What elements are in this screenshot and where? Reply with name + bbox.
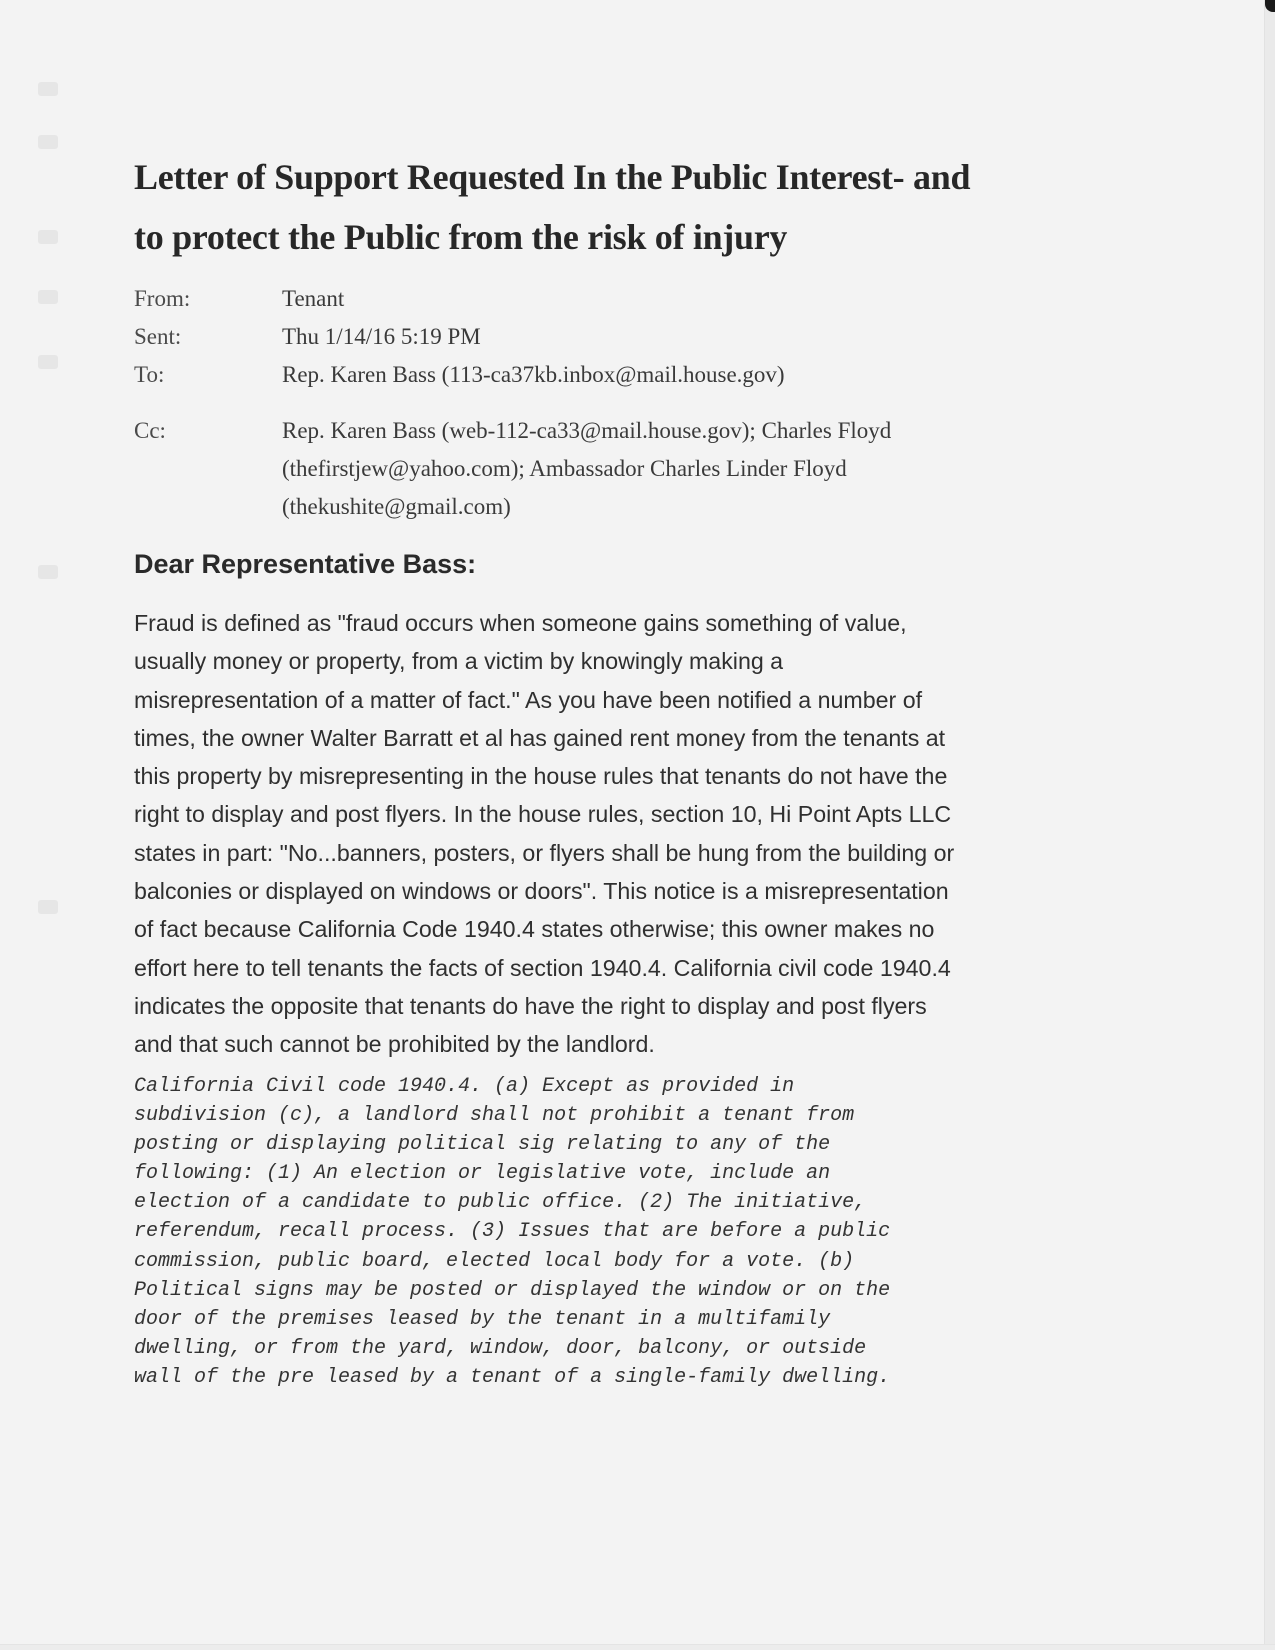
cc-line-2: (thefirstjew@yahoo.com); Ambassador Charles Linder Floyd — [282, 456, 847, 481]
body-line: indicates the opposite that tenants do have the right to display and post flyers — [134, 992, 927, 1019]
bleed-through-mark — [38, 565, 58, 579]
bleed-through-mark — [38, 82, 58, 96]
body-line: effort here to tell tenants the facts of section 1940.4. California civil code 1940.4 — [134, 954, 951, 981]
body-line: of fact because California Code 1940.4 states otherwise; this owner makes no — [134, 916, 935, 943]
title-line-1: Letter of Support Requested In the Public Interest- and — [134, 157, 971, 197]
body-line: this property by misrepresenting in the house rules that tenants do not have the — [134, 763, 948, 790]
letter-body — [134, 604, 1114, 1064]
quote-line: dwelling, or from the yard, window, door, balcony, or outside — [134, 1336, 867, 1360]
to-label: To: — [134, 362, 165, 387]
from-label: From: — [134, 286, 191, 311]
body-line: and that such cannot be prohibited by the landlord. — [134, 1031, 655, 1058]
cc-label: Cc: — [134, 418, 166, 443]
quote-line: wall of the pre leased by a tenant of a single-family dwelling. — [134, 1365, 891, 1389]
quote-line: commission, public board, elected local body for a vote. (b) — [134, 1249, 855, 1273]
from-value: Tenant — [282, 286, 345, 311]
bleed-through-mark — [38, 355, 58, 369]
to-value: Rep. Karen Bass (113-ca37kb.inbox@mail.house.gov) — [282, 362, 785, 387]
cc-line-1: Rep. Karen Bass (web-112-ca33@mail.house.gov); Charles Floyd — [282, 418, 892, 443]
salutation: Dear Representative Bass: — [134, 549, 477, 579]
document-title — [134, 147, 1114, 267]
bleed-through-mark — [38, 230, 58, 244]
body-line: usually money or property, from a victim by knowingly making a — [134, 648, 784, 675]
civil-code-quote — [134, 1072, 1114, 1392]
title-line-2: to protect the Public from the risk of injury — [134, 217, 788, 257]
bleed-through-mark — [38, 290, 58, 304]
body-line: Fraud is defined as "fraud occurs when someone gains something of value, — [134, 610, 907, 636]
quote-line: posting or displaying political sig relating to any of the — [134, 1133, 831, 1157]
cc-line-3: (thekushite@gmail.com) — [282, 494, 511, 519]
quote-line: following: (1) An election or legislative vote, include an — [134, 1162, 831, 1186]
body-line: right to display and post flyers. In the house rules, section 10, Hi Point Apts LLC — [134, 801, 952, 828]
quote-line: election of a candidate to public office. (2) The initiative, — [134, 1191, 867, 1215]
quote-line: Political signs may be posted or displayed the window or on the — [134, 1278, 891, 1302]
cc-value — [282, 412, 1102, 526]
sent-label: Sent: — [134, 324, 182, 349]
quote-line: referendum, recall process. (3) Issues that are before a public — [134, 1220, 891, 1244]
body-line: balconies or displayed on windows or doors". This notice is a misrepresentation — [134, 878, 949, 905]
bleed-through-mark — [38, 135, 58, 149]
body-line: misrepresentation of a matter of fact." As you have been notified a number of — [134, 686, 923, 713]
body-line: times, the owner Walter Barratt et al has gained rent money from the tenants at — [134, 724, 946, 751]
sent-value: Thu 1/14/16 5:19 PM — [282, 324, 481, 349]
quote-line: subdivision (c), a landlord shall not prohibit a tenant from — [134, 1104, 855, 1128]
scan-bottom-edge — [0, 1644, 1275, 1650]
body-line: states in part: "No...banners, posters, or flyers shall be hung from the building or — [134, 839, 955, 866]
bleed-through-mark — [38, 900, 58, 914]
scan-edge-shadow — [1264, 0, 1275, 1650]
quote-line: door of the premises leased by the tenant in a multifamily — [134, 1307, 831, 1331]
quote-line: California Civil code 1940.4. (a) Except as provided in — [134, 1075, 795, 1098]
